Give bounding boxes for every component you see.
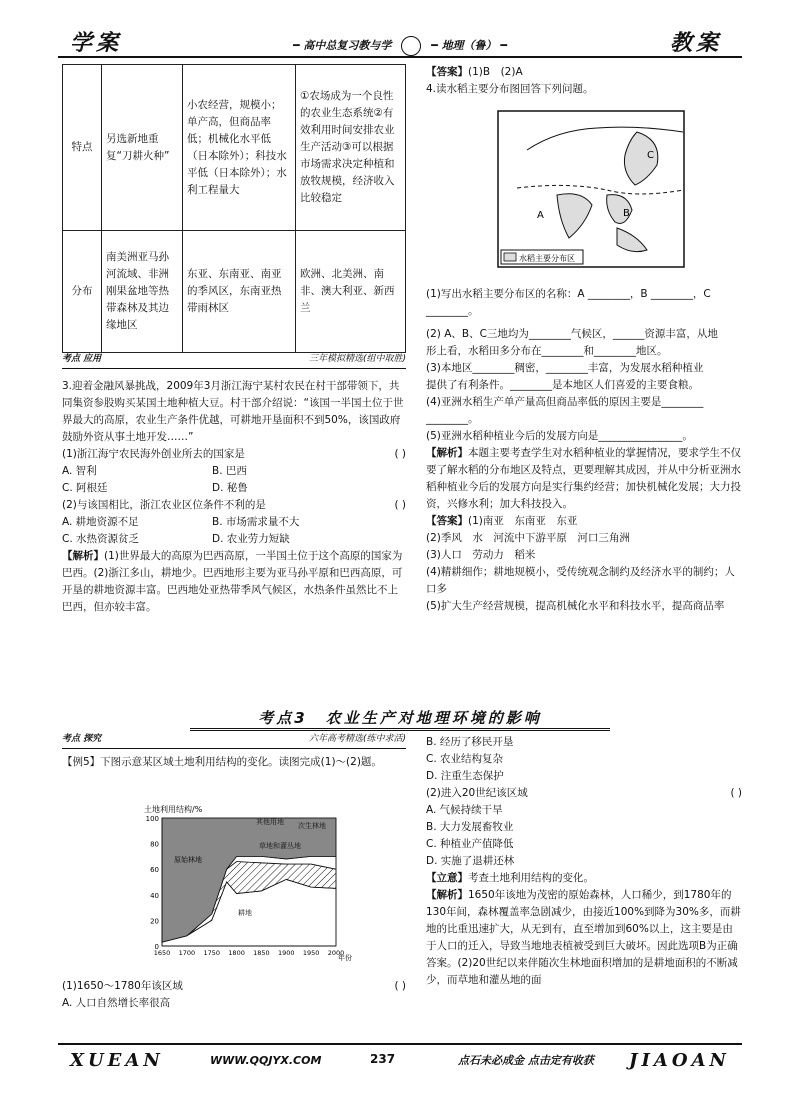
q3-1-option: B. 巴西 — [212, 465, 247, 477]
footer-page-number: 237 — [370, 1052, 396, 1066]
q3-1-option: A. 智利 — [62, 465, 97, 477]
example-5-stem: 【例5】下图示意某区域土地利用结构的变化。读图完成(1)～(2)题。 — [62, 756, 382, 768]
q4-answer-line: (5)扩大生产经营规模，提高机械化水平和科技水平，提高商品率 — [426, 600, 725, 612]
q4-answer-line: (4)精耕细作；耕地规模小，受传统观念制约及经济水平的制约；人口多 — [426, 566, 735, 595]
footer-left-brand: XUEAN — [70, 1050, 164, 1071]
example-5-q1 — [62, 978, 406, 1012]
ex5-q2-option: C. 种植业产值降低 — [426, 838, 514, 850]
header-title: ━ 高中总复习教与学 ━ 地理（鲁） ━ — [200, 36, 600, 56]
kaodian-yingyong-label: 考点 应用 — [62, 354, 102, 365]
q3-2-option: C. 水热资源贫乏 — [62, 533, 140, 545]
header-right-brand: 教案 — [669, 30, 722, 56]
q3-jiexi-tag: 【解析】 — [62, 550, 104, 562]
footer-right-brand: JIAOAN — [628, 1050, 730, 1071]
kaodian-yingyong-bar — [62, 354, 406, 369]
ex5-q1-option-b: B. 经历了移民开垦 — [426, 736, 514, 748]
chart-x-tick-label: 1750 — [203, 949, 220, 957]
q4-1: (1)写出水稻主要分布区的名称：A ________，B ________，C ________。 — [426, 288, 711, 317]
ex5-q2: (2)进入20世纪该区域 — [426, 787, 528, 799]
chart-plot — [146, 815, 345, 957]
q4-3a: (3)本地区________稠密，________丰富，为发展水稻种植业 — [426, 362, 704, 374]
header-emblem-icon — [401, 36, 421, 56]
q4-2b: 形上看，水稻田多分布在________和________地区。 — [426, 345, 668, 357]
table-cell-label: 分布 — [63, 231, 102, 353]
chart-area-label: 其他用地 — [256, 818, 284, 826]
header-left-brand: 学案 — [70, 30, 123, 56]
q4-4a: (4)亚洲水稻生产单产量高但商品率低的原因主要是________ — [426, 396, 704, 408]
map-label-c: C — [647, 150, 654, 161]
rice-distribution-map — [497, 110, 685, 268]
chart-x-tick-label: 1950 — [302, 949, 320, 957]
ex5-q2-option: B. 大力发展畜牧业 — [426, 821, 514, 833]
land-use-chart — [140, 800, 360, 968]
table-cell: 欧洲、北美洲、南非、澳大利亚、新西兰 — [296, 231, 406, 353]
q4-5: (5)亚洲水稻种植业今后的发展方向是________________。 — [426, 430, 693, 442]
q3-1-option: D. 秘鲁 — [212, 482, 248, 494]
q4-jiexi-tag: 【解析】 — [426, 447, 468, 459]
q3-2-option: D. 农业劳力短缺 — [212, 533, 290, 545]
q3-1-paren: ( ) — [394, 448, 406, 460]
chart-y-tick-label: 60 — [150, 866, 159, 875]
table-cell: 小农经营，规模小；单产高，但商品率低；机械化水平低（日本除外）；科技水平低（日本除外）；水利工程量大 — [183, 65, 296, 231]
table-row — [63, 231, 406, 353]
map-legend-swatch — [504, 253, 516, 261]
liyi: 考查土地利用结构的变化。 — [468, 872, 594, 884]
answer-tag: 【答案】 — [426, 66, 468, 78]
q4-3b: 提供了有利条件。________是本地区人们喜爱的主要食粮。 — [426, 379, 699, 391]
chart-y-tick-label: 100 — [145, 815, 159, 823]
right-column-bottom — [426, 734, 742, 989]
chart-area-label: 原始林地 — [174, 856, 202, 864]
header-rule — [58, 56, 742, 58]
q4-stem: 4.读水稻主要分布图回答下列问题。 — [426, 83, 594, 95]
ex5-q2-paren: ( ) — [730, 787, 742, 799]
chart-y-tick-label: 20 — [150, 917, 159, 926]
header-center-right: 地理（鲁） — [441, 39, 497, 52]
q3-2-option: A. 耕地资源不足 — [62, 516, 139, 528]
q3-2-paren: ( ) — [394, 499, 406, 511]
chart-x-tick-label: 1900 — [278, 949, 295, 957]
ex5-jiexi: 1650年该地为茂密的原始森林，人口稀少，到1780年的130年间，森林覆盖率急剧减少，由接近100%到降为30%多，而耕地的比重迅速扩大，从无到有，直至增加到60%以上，这主要是由于人口的迁入，导致当地地表植被受到巨大破坏。因此选项B为正确答案。(2)20世纪以来伴随次生林地面积增加的是耕地面积的不断减少，而草地和灌丛地的面 — [426, 889, 741, 986]
q4-answer-tag: 【答案】 — [426, 515, 468, 527]
footer-rule — [58, 1043, 742, 1045]
q3-1: (1)浙江海宁农民海外创业所去的国家是 — [62, 448, 245, 460]
chart-x-tick-label: 2000 — [327, 949, 345, 957]
ex5-q1-option-c: C. 农业结构复杂 — [426, 753, 504, 765]
chart-x-tick-label: 1800 — [228, 949, 245, 957]
q4-4b: ________。 — [426, 413, 479, 425]
footer-url: WWW.QQJYX.COM — [210, 1054, 322, 1067]
chart-x-tick-label: 1850 — [253, 949, 270, 957]
ex5-q1-option-a: A. 人口自然增长率很高 — [62, 997, 171, 1009]
ex5-q1: (1)1650～1780年该区域 — [62, 980, 183, 992]
ex5-q2-option: A. 气候持续干旱 — [426, 804, 503, 816]
q3-1-option: C. 阿根廷 — [62, 482, 108, 494]
ex5-q1-option-d: D. 注重生态保护 — [426, 770, 504, 782]
chart-area-label: 草地和灌丛地 — [259, 842, 301, 850]
map-legend-label: 水稻主要分布区 — [519, 254, 575, 263]
right-column-top — [426, 64, 742, 98]
table-cell-label: 特点 — [63, 65, 102, 231]
q3-jiexi: (1)世界最大的高原为巴西高原，一半国土位于这个高原的国家为巴西。(2)浙江多山，耕地少。巴西地形主要为亚马孙平原和巴西高原，可开垦的耕地资源丰富。巴西地处亚热带季风气候区，水热条件虽然比不上巴西，但亦较丰富。 — [62, 550, 403, 613]
chart-x-tick-label: 1700 — [178, 949, 196, 957]
chart-y-tick-label: 40 — [150, 891, 159, 900]
q4-answer-line: (2)季风 水 河流中下游平原 河口三角洲 — [426, 532, 630, 544]
table-row — [63, 65, 406, 231]
map-label-b: B — [623, 208, 630, 219]
agriculture-feature-table — [62, 64, 406, 353]
q3-stem: 3.迎着金融风暴挑战，2009年3月浙江海宁某村农民在村干部带领下，共同集资参股购买某国土地种植大豆。村干部介绍说：“该国一半国土位于世界最大的高原，农业生产条件优越，可耕地开垦面积不到50%，该国政府鼓励外资从事土地开发……” — [62, 380, 404, 443]
q4-jiexi: 本题主要考查学生对水稻种植业的掌握情况，要求学生不仅要了解水稻的分布地区及特点，更要理解其成因，并从中分析亚洲水稻种植业今后的发展方向是实行集约经营；加快机械化发展；大力投资，兴修水利；加大科技投入。 — [426, 447, 741, 510]
q4-body — [426, 286, 742, 615]
table-cell: 另选新地重复“刀耕火种” — [102, 65, 183, 231]
q4-answer-line: (3)人口 劳动力 稻米 — [426, 549, 536, 561]
chart-area-label: 耕地 — [238, 909, 252, 917]
q4-answer-line: (1)南亚 东南亚 东亚 — [468, 515, 578, 527]
kaodian-tanjiu-label: 考点 探究 — [62, 734, 102, 745]
table-cell: 东亚、东南亚、南亚的季风区，东南亚热带雨林区 — [183, 231, 296, 353]
chart-y-tick-label: 80 — [150, 840, 159, 849]
footer-slogan: 点石未必成金 点击定有收获 — [458, 1054, 594, 1067]
question-3 — [62, 378, 406, 616]
answer-q3: (1)B (2)A — [468, 66, 523, 78]
table-cell: ①农场成为一个良性的农业生态系统②有效利用时间安排农业生产活动③可以根据市场需求决定种植和放牧规模，经济收入比较稳定 — [296, 65, 406, 231]
chart-area-label: 次生林地 — [298, 822, 326, 830]
kaodian-yingyong-note: 三年模拟精选(组中取胜) — [308, 354, 406, 365]
kaodian-tanjiu-note: 六年高考精选(练中求活) — [308, 734, 406, 745]
map-label-a: A — [537, 210, 544, 221]
chart-xlabel: 年份 — [338, 954, 352, 962]
table-cell: 南美洲亚马孙河流域、非洲刚果盆地等热带森林及其边缘地区 — [102, 231, 183, 353]
liyi-tag: 【立意】 — [426, 872, 468, 884]
chart-x-tick-label: 1650 — [153, 949, 171, 957]
header-center-left: 高中总复习教与学 — [303, 39, 392, 52]
chart-ylabel: 土地利用结构/% — [144, 805, 203, 814]
ex5-jiexi-tag: 【解析】 — [426, 889, 468, 901]
ex5-q2-option: D. 实施了退耕还林 — [426, 855, 515, 867]
section-3-title: 考点3 农业生产对地理环境的影响 — [190, 706, 610, 731]
ex5-q1-paren: ( ) — [394, 980, 406, 992]
q3-2: (2)与该国相比，浙江农业区位条件不利的是 — [62, 499, 266, 511]
kaodian-tanjiu-bar — [62, 734, 406, 749]
q3-2-option: B. 市场需求量不大 — [212, 516, 300, 528]
q4-2a: (2) A、B、C三地均为________气候区，______资源丰富，从地 — [426, 328, 718, 340]
chart-y-tick-label: 0 — [154, 943, 159, 951]
